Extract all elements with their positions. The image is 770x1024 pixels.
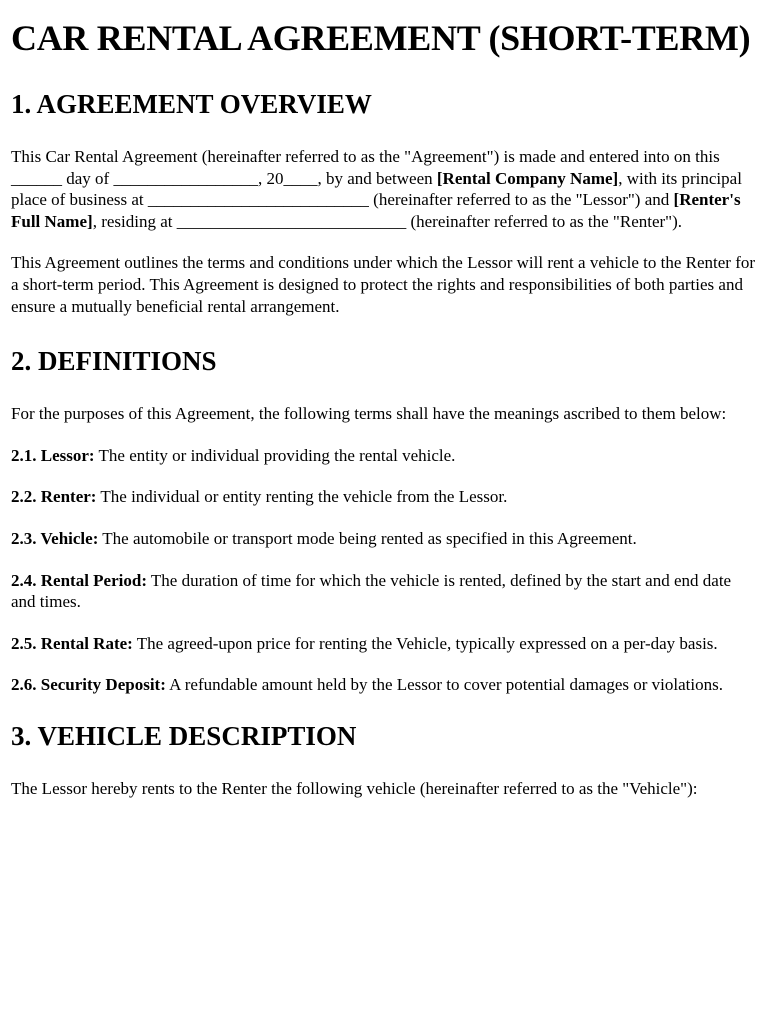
- definition-item: [11, 674, 759, 696]
- section-heading-overview: 1. AGREEMENT OVERVIEW: [11, 89, 372, 119]
- definition-item: [11, 528, 759, 550]
- definition-term: 2.3. Vehicle:: [11, 528, 99, 548]
- overview-p1-text-3: , residing at ___________________________ (hereinafter referred to as the "Renter").: [92, 211, 683, 231]
- definition-item: [11, 633, 759, 655]
- definition-term: 2.1. Lessor:: [11, 445, 95, 465]
- overview-paragraph-2: This Agreement outlines the terms and conditions under which the Lessor will rent a vehicle to the Renter for a short-term period. This Agreement is designed to protect the rights and responsibilities of both parties and ensure a mutually beneficial rental arrangement.: [11, 253, 756, 316]
- rental-company-name-placeholder: [Rental Company Name]: [436, 168, 619, 188]
- definition-text: A refundable amount held by the Lessor to cover potential damages or violations.: [165, 675, 723, 695]
- overview-paragraph-1: [11, 146, 759, 232]
- definition-item: [11, 570, 759, 613]
- definition-term: 2.4. Rental Period:: [11, 570, 147, 590]
- overview-p1-text-2: , with its principal place of business at __________________________ (hereinafter referred to as the "Lessor") and: [11, 168, 742, 210]
- definitions-intro: For the purposes of this Agreement, the following terms shall have the meanings ascribed to them below:: [11, 404, 727, 424]
- definition-term: 2.6. Security Deposit:: [11, 675, 166, 695]
- definition-text: The individual or entity renting the vehicle from the Lessor.: [96, 487, 508, 507]
- definition-item: [11, 486, 759, 508]
- vehicle-intro: The Lessor hereby rents to the Renter the following vehicle (hereinafter referred to as the "Vehicle"):: [11, 778, 698, 798]
- overview-p1-text-1: This Car Rental Agreement (hereinafter referred to as the "Agreement") is made and entered into on this ______ day of _________________, 20____, by and between: [11, 147, 720, 188]
- section-heading-definitions: 2. DEFINITIONS: [11, 346, 217, 377]
- document-title: CAR RENTAL AGREEMENT (SHORT-TERM): [11, 18, 751, 58]
- definition-text: The agreed-upon price for renting the Vehicle, typically expressed on a per-day basis.: [132, 633, 718, 653]
- definition-text: The automobile or transport mode being rented as specified in this Agreement.: [98, 528, 637, 548]
- definition-term: 2.5. Rental Rate:: [11, 633, 133, 653]
- definition-term: 2.2. Renter:: [11, 487, 97, 507]
- renter-full-name-placeholder: [Renter's Full Name]: [11, 190, 741, 231]
- definition-text: The duration of time for which the vehicle is rented, defined by the start and end date and times.: [11, 570, 732, 612]
- section-heading-vehicle: 3. VEHICLE DESCRIPTION: [11, 720, 357, 751]
- definition-item: [11, 445, 759, 467]
- definition-text: The entity or individual providing the rental vehicle.: [94, 445, 456, 465]
